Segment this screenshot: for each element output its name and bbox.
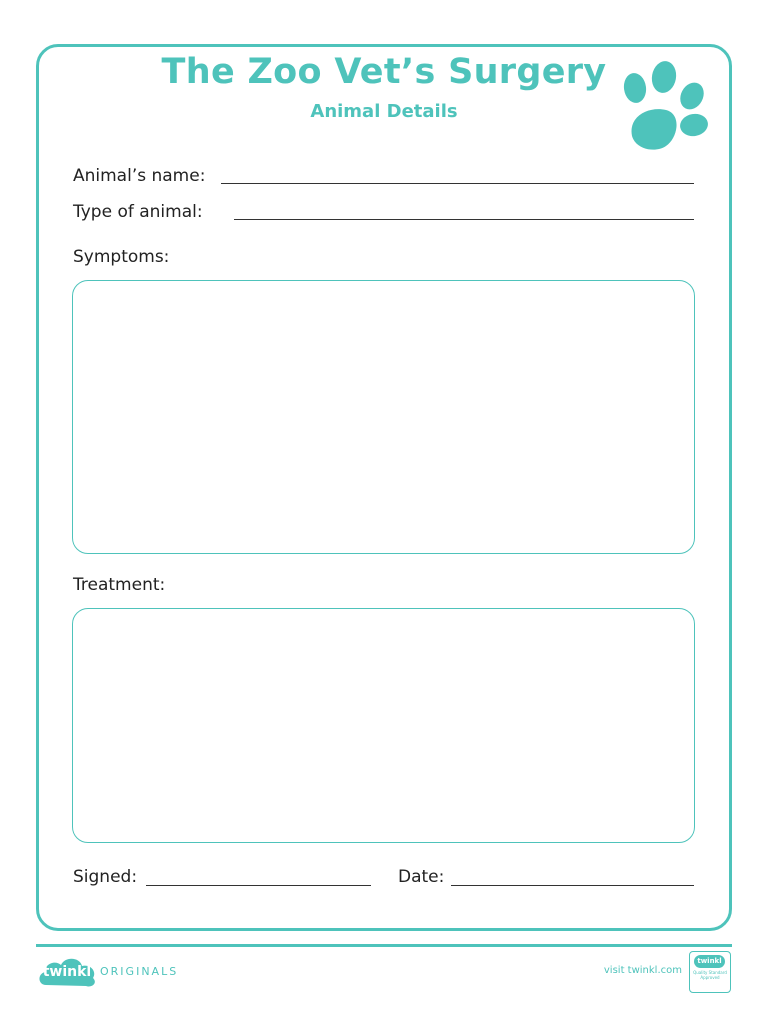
date-label: Date:: [398, 867, 445, 887]
signed-line[interactable]: [146, 885, 371, 886]
symptoms-label: Symptoms:: [73, 247, 170, 267]
badge-logo-text: twinkl: [694, 955, 725, 968]
page-subtitle: Animal Details: [310, 101, 458, 122]
page-title: The Zoo Vet’s Surgery: [161, 52, 607, 92]
date-line[interactable]: [451, 885, 694, 886]
animal-name-label: Animal’s name:: [73, 166, 206, 186]
paw-print-icon: [614, 58, 714, 158]
treatment-box[interactable]: [72, 608, 695, 843]
animal-name-line[interactable]: [221, 183, 694, 184]
signed-label: Signed:: [73, 867, 138, 887]
logo-text: twinkl: [42, 964, 92, 980]
animal-type-label: Type of animal:: [73, 202, 203, 222]
animal-type-line[interactable]: [234, 219, 694, 220]
treatment-label: Treatment:: [73, 575, 166, 595]
visit-link[interactable]: visit twinkl.com: [603, 965, 682, 976]
symptoms-box[interactable]: [72, 280, 695, 554]
quality-badge: [689, 951, 731, 993]
twinkl-logo[interactable]: [36, 952, 98, 990]
footer-divider: [36, 944, 732, 947]
originals-text: ORIGINALS: [100, 965, 179, 978]
badge-text: Quality Standard Approved: [693, 970, 727, 980]
